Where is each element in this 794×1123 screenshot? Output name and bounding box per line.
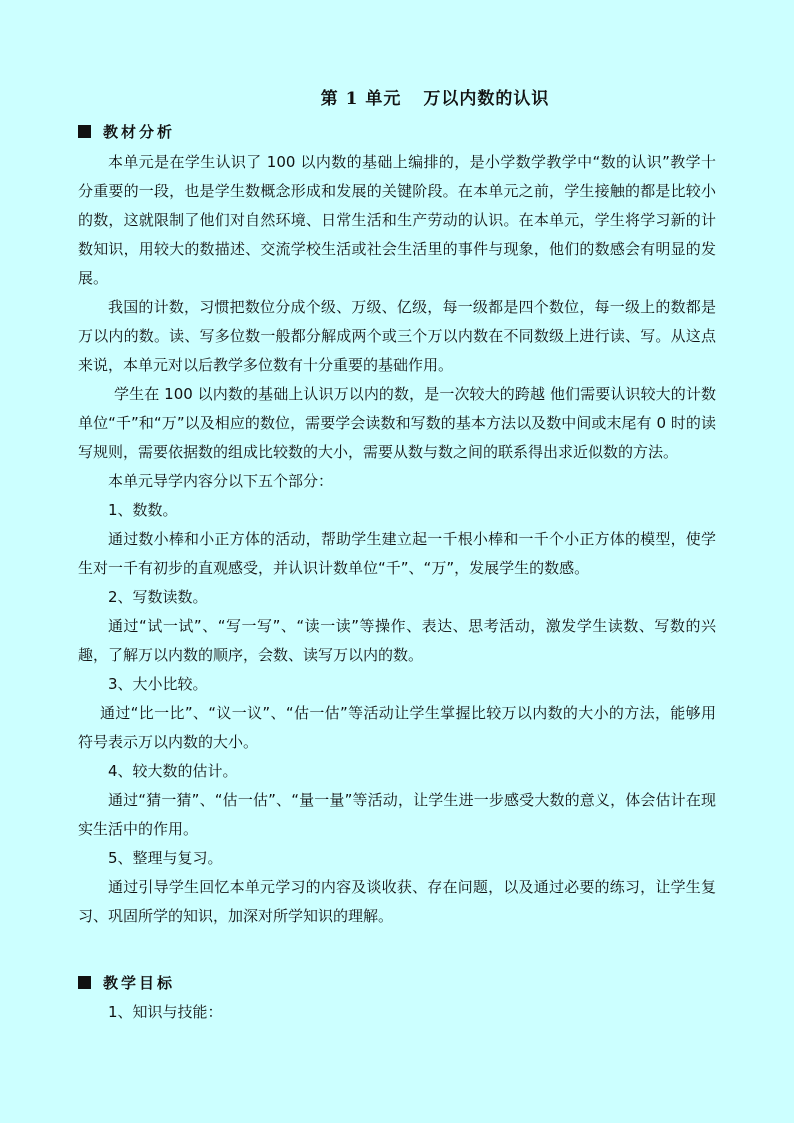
paragraph: 学生在 100 以内数的基础上认识万以内的数，是一次较大的跨越 他们需要认识较大的计数单位“千”和“万”以及相应的数位，需要学会读数和写数的基本方法以及数中间或末尾有 0 时的读写规则，需要依据数的组成比较数的大小，需要从数与数之间的联系得出求近似数的方法。 [78, 385, 716, 461]
list-item: 5、整理与复习。 [108, 849, 223, 867]
list-item: 1、数数。 [108, 501, 178, 519]
paragraph: 通过“试一试”、“写一写”、“读一读”等操作、表达、思考活动，激发学生读数、写数的兴趣，了解万以内数的顺序，会数、读写万以内的数。 [78, 617, 716, 664]
list-item: 1、知识与技能： [108, 1003, 223, 1021]
paragraph: 我国的计数，习惯把数位分成个级、万级、亿级，每一级都是四个数位，每一级上的数都是万以内的数。读、写多位数一般都分解成两个或三个万以内数在不同数级上进行读、写。从这点来说，本单元对以后教学多位数有十分重要的基础作用。 [78, 298, 716, 374]
goals-body [78, 998, 716, 1027]
list-item: 3、大小比较。 [108, 675, 208, 693]
paragraph: 通过引导学生回忆本单元学习的内容及谈收获、存在问题，以及通过必要的练习，让学生复习、巩固所学的知识，加深对所学知识的理解。 [78, 878, 716, 925]
paragraph: 本单元是在学生认识了 100 以内数的基础上编排的，是小学数学教学中“数的认识”教学十分重要的一段，也是学生数概念形成和发展的关键阶段。在本单元之前，学生接触的都是比较小的数，这就限制了他们对自然环境、日常生活和生产劳动的认识。在本单元，学生将学习新的计数知识，用较大的数描述、交流学校生活或社会生活里的事件与现象，他们的数感会有明显的发展。 [78, 153, 716, 287]
title-unit: 第 1 单元 [320, 89, 402, 109]
analysis-body [78, 148, 716, 931]
paragraph: 通过“猜一猜”、“估一估”、“量一量”等活动，让学生进一步感受大数的意义，体会估计在现实生活中的作用。 [78, 791, 716, 838]
paragraph: 通过数小棒和小正方体的活动，帮助学生建立起一千根小棒和一千个小正方体的模型，使学生对一千有初步的直观感受，并认识计数单位“千”、“万”，发展学生的数感。 [78, 530, 716, 577]
paragraph: 通过“比一比”、“议一议”、“估一估”等活动让学生掌握比较万以内数的大小的方法，能够用符号表示万以内数的大小。 [78, 704, 716, 751]
section-heading-analysis [78, 121, 175, 142]
list-item: 4、较大数的估计。 [108, 762, 238, 780]
paragraph: 本单元导学内容分以下五个部分： [108, 472, 334, 490]
square-bullet-icon [78, 125, 91, 138]
square-bullet-icon [78, 976, 91, 989]
title-topic: 万以内数的认识 [423, 89, 550, 109]
section-heading-label: 教材分析 [103, 123, 176, 141]
list-item: 2、写数读数。 [108, 588, 208, 606]
section-heading-goals [78, 972, 175, 993]
section-heading-label: 教学目标 [103, 974, 176, 992]
page-title [0, 84, 794, 109]
